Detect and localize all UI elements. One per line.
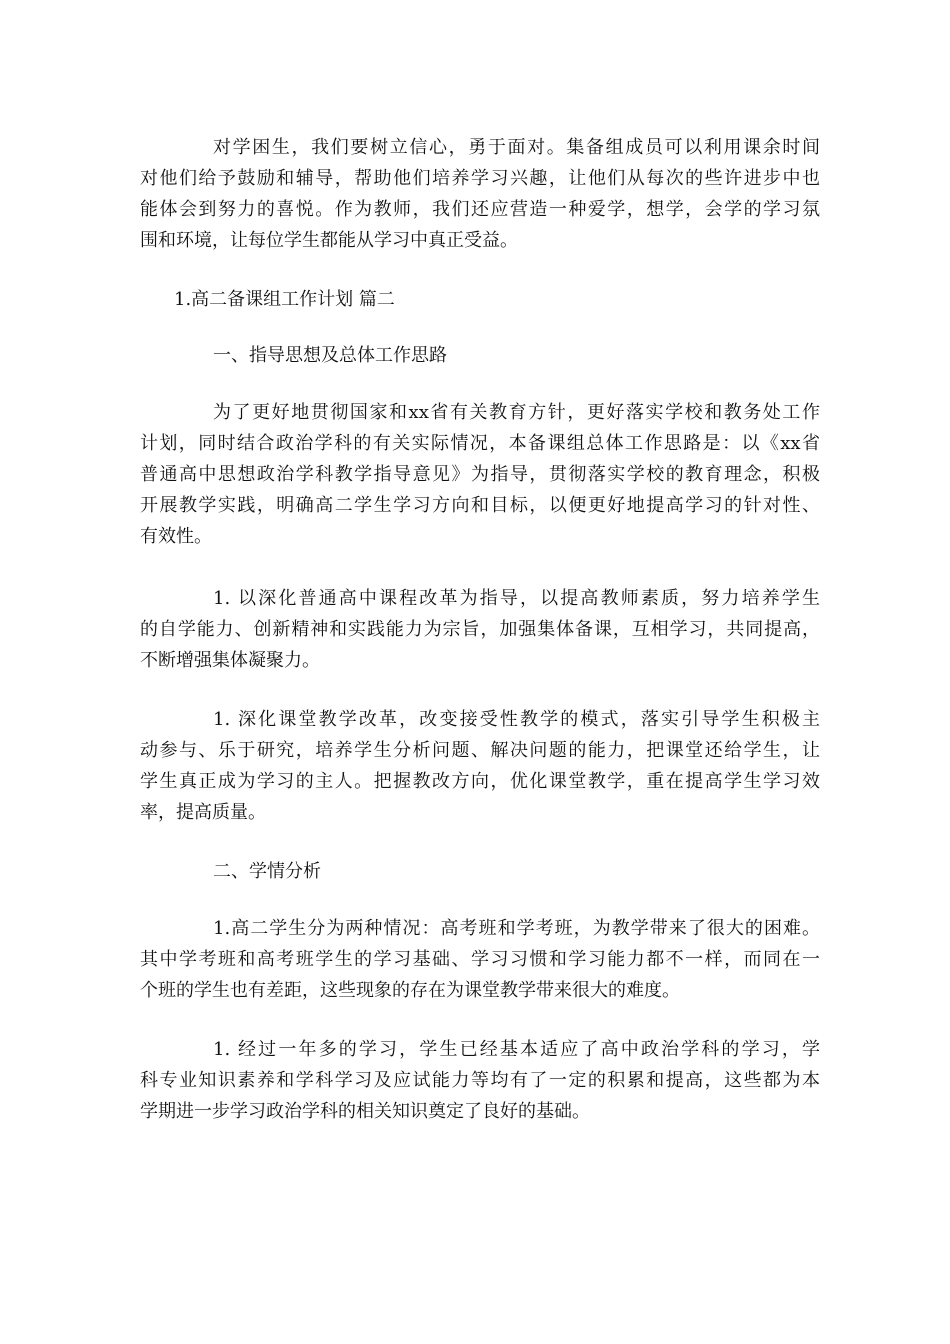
text-line: 1.高二学生分为两种情况：高考班和学考班，为教学带来了很大的困难。 <box>213 918 820 939</box>
text-line: 普通高中思想政治学科教学指导意见》为指导，贯彻落实学校的教育理念，积极 <box>140 464 820 485</box>
text-line: 围和环境，让每位学生都能从学习中真正受益。 <box>140 230 518 251</box>
text-line: 个班的学生也有差距，这些现象的存在为课堂教学带来很大的难度。 <box>140 980 680 1001</box>
heading-text: 1.高二备课组工作计划 篇二 <box>174 289 395 310</box>
text-line: 1. 深化课堂教学改革，改变接受性教学的模式，落实引导学生积极主 <box>213 709 820 730</box>
heading-text: 一、指导思想及总体工作思路 <box>213 345 447 366</box>
paragraph-classroom-reform <box>140 704 820 828</box>
text-line: 对他们给予鼓励和辅导，帮助他们培养学习兴趣，让他们从每次的些许进步中也 <box>140 168 820 189</box>
paragraph-curriculum-reform <box>140 583 820 676</box>
text-line: 学生真正成为学习的主人。把握教改方向，优化课堂教学，重在提高学生学习效 <box>140 771 820 792</box>
paragraph-overall-approach <box>140 397 820 552</box>
text-line: 科专业知识素养和学科学习及应试能力等均有了一定的积累和提高，这些都为本 <box>140 1070 820 1091</box>
text-line: 率，提高质量。 <box>140 802 266 823</box>
text-line: 开展教学实践，明确高二学生学习方向和目标，以便更好地提高学习的针对性、 <box>140 495 820 516</box>
text-line: 能体会到努力的喜悦。作为教师，我们还应营造一种爱学，想学，会学的学习氛 <box>140 199 820 220</box>
text-line: 1. 以深化普通高中课程改革为指导，以提高教师素质，努力培养学生 <box>213 588 820 609</box>
text-line: 1. 经过一年多的学习，学生已经基本适应了高中政治学科的学习，学 <box>213 1039 820 1060</box>
section-heading-guiding-ideas <box>140 340 820 371</box>
section-title <box>140 284 820 315</box>
text-line: 其中学考班和高考班学生的学习基础、学习习惯和学习能力都不一样，而同在一 <box>140 949 820 970</box>
heading-text: 二、学情分析 <box>213 861 321 882</box>
paragraph-student-groups <box>140 913 820 1006</box>
text-line: 为了更好地贯彻国家和xx省有关教育方针，更好落实学校和教务处工作 <box>213 402 820 423</box>
text-line: 对学困生，我们要树立信心，勇于面对。集备组成员可以利用课余时间 <box>213 137 820 158</box>
section-heading-student-analysis <box>140 856 820 887</box>
text-line: 动参与、乐于研究，培养学生分析问题、解决问题的能力，把课堂还给学生，让 <box>140 740 820 761</box>
paragraph-intro <box>140 132 820 256</box>
paragraph-learning-progress <box>140 1034 820 1127</box>
text-line: 计划，同时结合政治学科的有关实际情况，本备课组总体工作思路是：以《xx省 <box>140 433 820 454</box>
text-line: 学期进一步学习政治学科的相关知识奠定了良好的基础。 <box>140 1101 590 1122</box>
text-line: 的自学能力、创新精神和实践能力为宗旨，加强集体备课，互相学习，共同提高， <box>140 619 820 640</box>
text-line: 有效性。 <box>140 526 212 547</box>
text-line: 不断增强集体凝聚力。 <box>140 650 320 671</box>
